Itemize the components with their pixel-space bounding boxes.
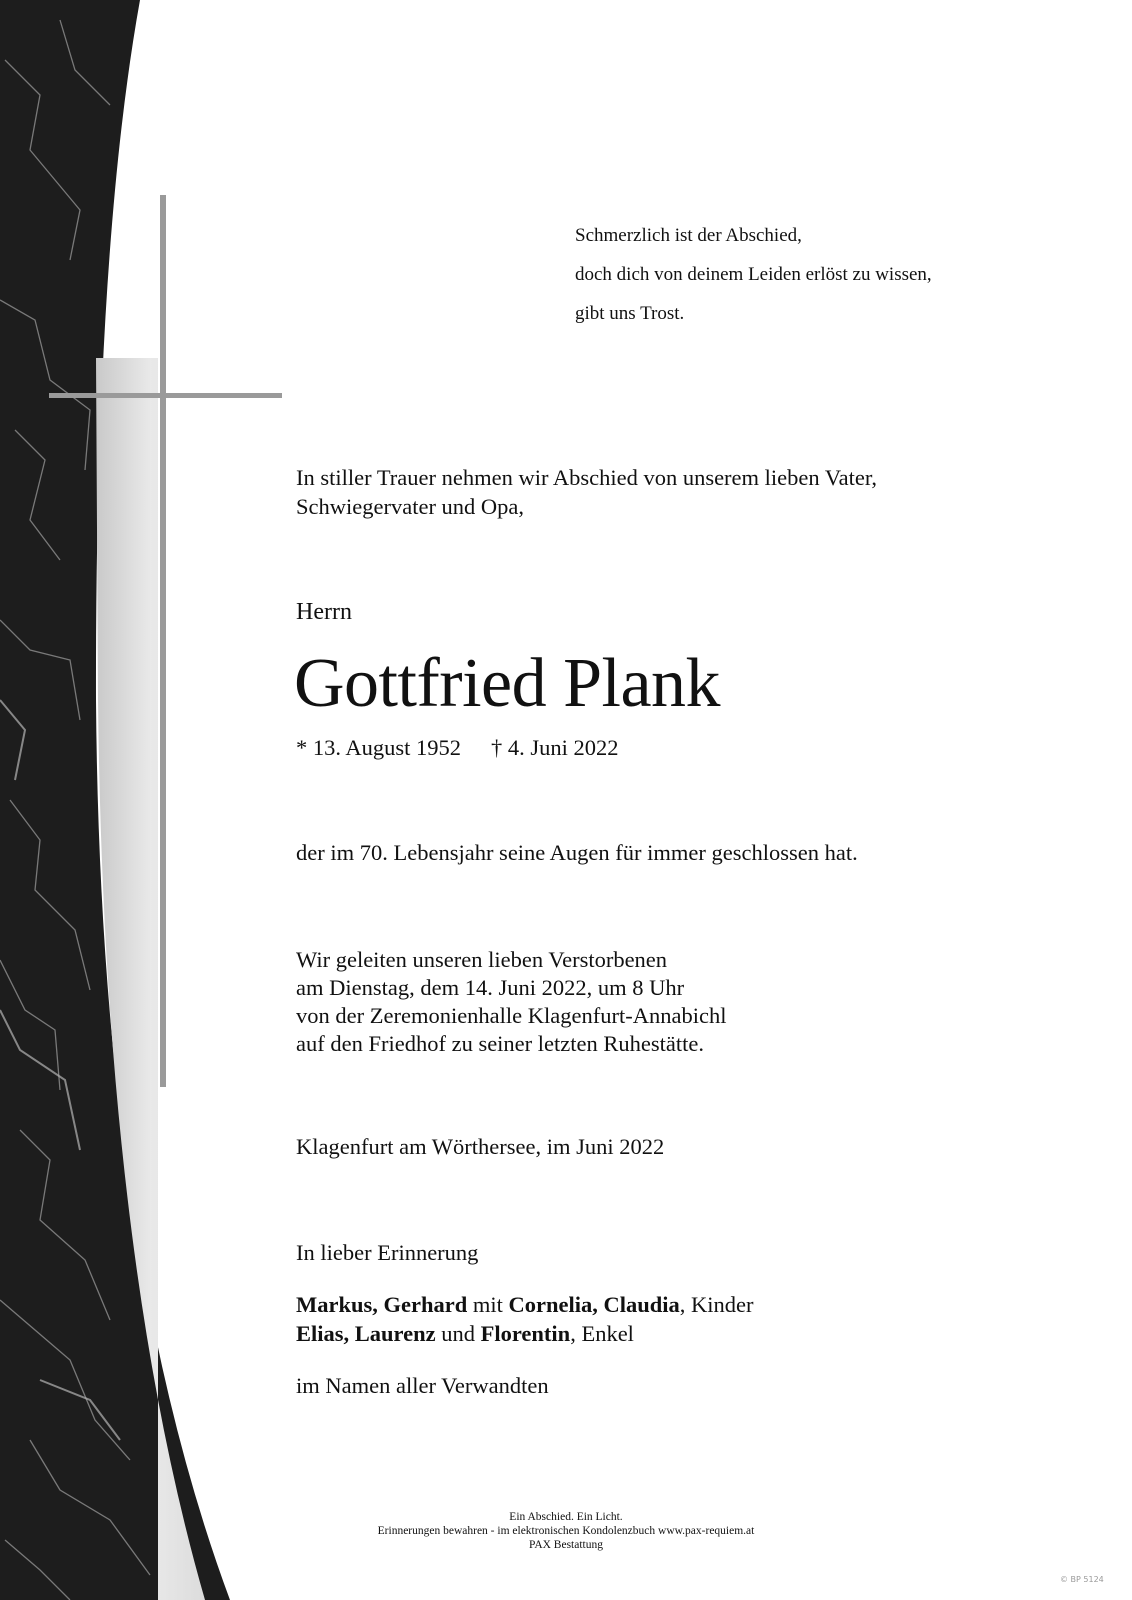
motto [575, 216, 932, 333]
last-grandchild-name: Florentin [480, 1321, 571, 1346]
intro-line: In stiller Trauer nehmen wir Abschied von unserem lieben Vater, [296, 465, 878, 490]
funeral-line: von der Zeremonienhalle Klagenfurt-Annabichl [296, 1003, 727, 1028]
footer-company: PAX Bestattung [528, 1539, 603, 1551]
funeral-line: Wir geleiten unseren lieben Verstorbenen [296, 947, 668, 972]
salutation: Herrn [296, 599, 352, 625]
family-signatures [296, 1290, 754, 1348]
remembrance-line: In lieber Erinnerung [296, 1240, 479, 1265]
cross-horizontal-bar [49, 393, 282, 398]
funeral-details [296, 946, 726, 1058]
life-dates [296, 735, 619, 761]
template-code: © BP 5124 [1060, 1575, 1104, 1584]
footer-condolence-note: Erinnerungen bewahren - im elektronischen Kondolenzbuch www.pax-requiem.at [377, 1525, 755, 1537]
connector-text: und [435, 1321, 481, 1346]
family-grandchildren-line [296, 1319, 754, 1348]
deceased-name: Gottfried Plank [294, 645, 721, 722]
connector-text: mit [467, 1292, 509, 1317]
motto-line: Schmerzlich ist der Abschied, [575, 225, 802, 246]
role-text: , Kinder [679, 1292, 754, 1317]
intro-line: Schwiegervater und Opa, [296, 494, 525, 519]
birth-date: * 13. August 1952 [296, 735, 462, 760]
place-date: Klagenfurt am Wörthersee, im Juni 2022 [296, 1134, 665, 1159]
children-names: Markus, Gerhard [296, 1292, 468, 1317]
age-line: der im 70. Lebensjahr seine Augen für immer geschlossen hat. [296, 840, 858, 865]
role-text: , Enkel [570, 1321, 634, 1346]
family-children-line [296, 1290, 754, 1319]
footer [0, 1510, 1132, 1552]
relatives-line: im Namen aller Verwandten [296, 1373, 549, 1398]
funeral-line: am Dienstag, dem 14. Juni 2022, um 8 Uhr [296, 975, 685, 1000]
grandchildren-names: Elias, Laurenz [296, 1321, 436, 1346]
motto-line: doch dich von deinem Leiden erlöst zu wissen, [575, 264, 932, 285]
intro-text [296, 463, 877, 521]
partner-names: Cornelia, Claudia [508, 1292, 680, 1317]
footer-slogan: Ein Abschied. Ein Licht. [509, 1511, 623, 1523]
cross-vertical-bar [160, 195, 166, 1087]
motto-line: gibt uns Trost. [575, 303, 685, 324]
death-date: † 4. Juni 2022 [491, 735, 619, 760]
funeral-line: auf den Friedhof zu seiner letzten Ruhestätte. [296, 1031, 704, 1056]
